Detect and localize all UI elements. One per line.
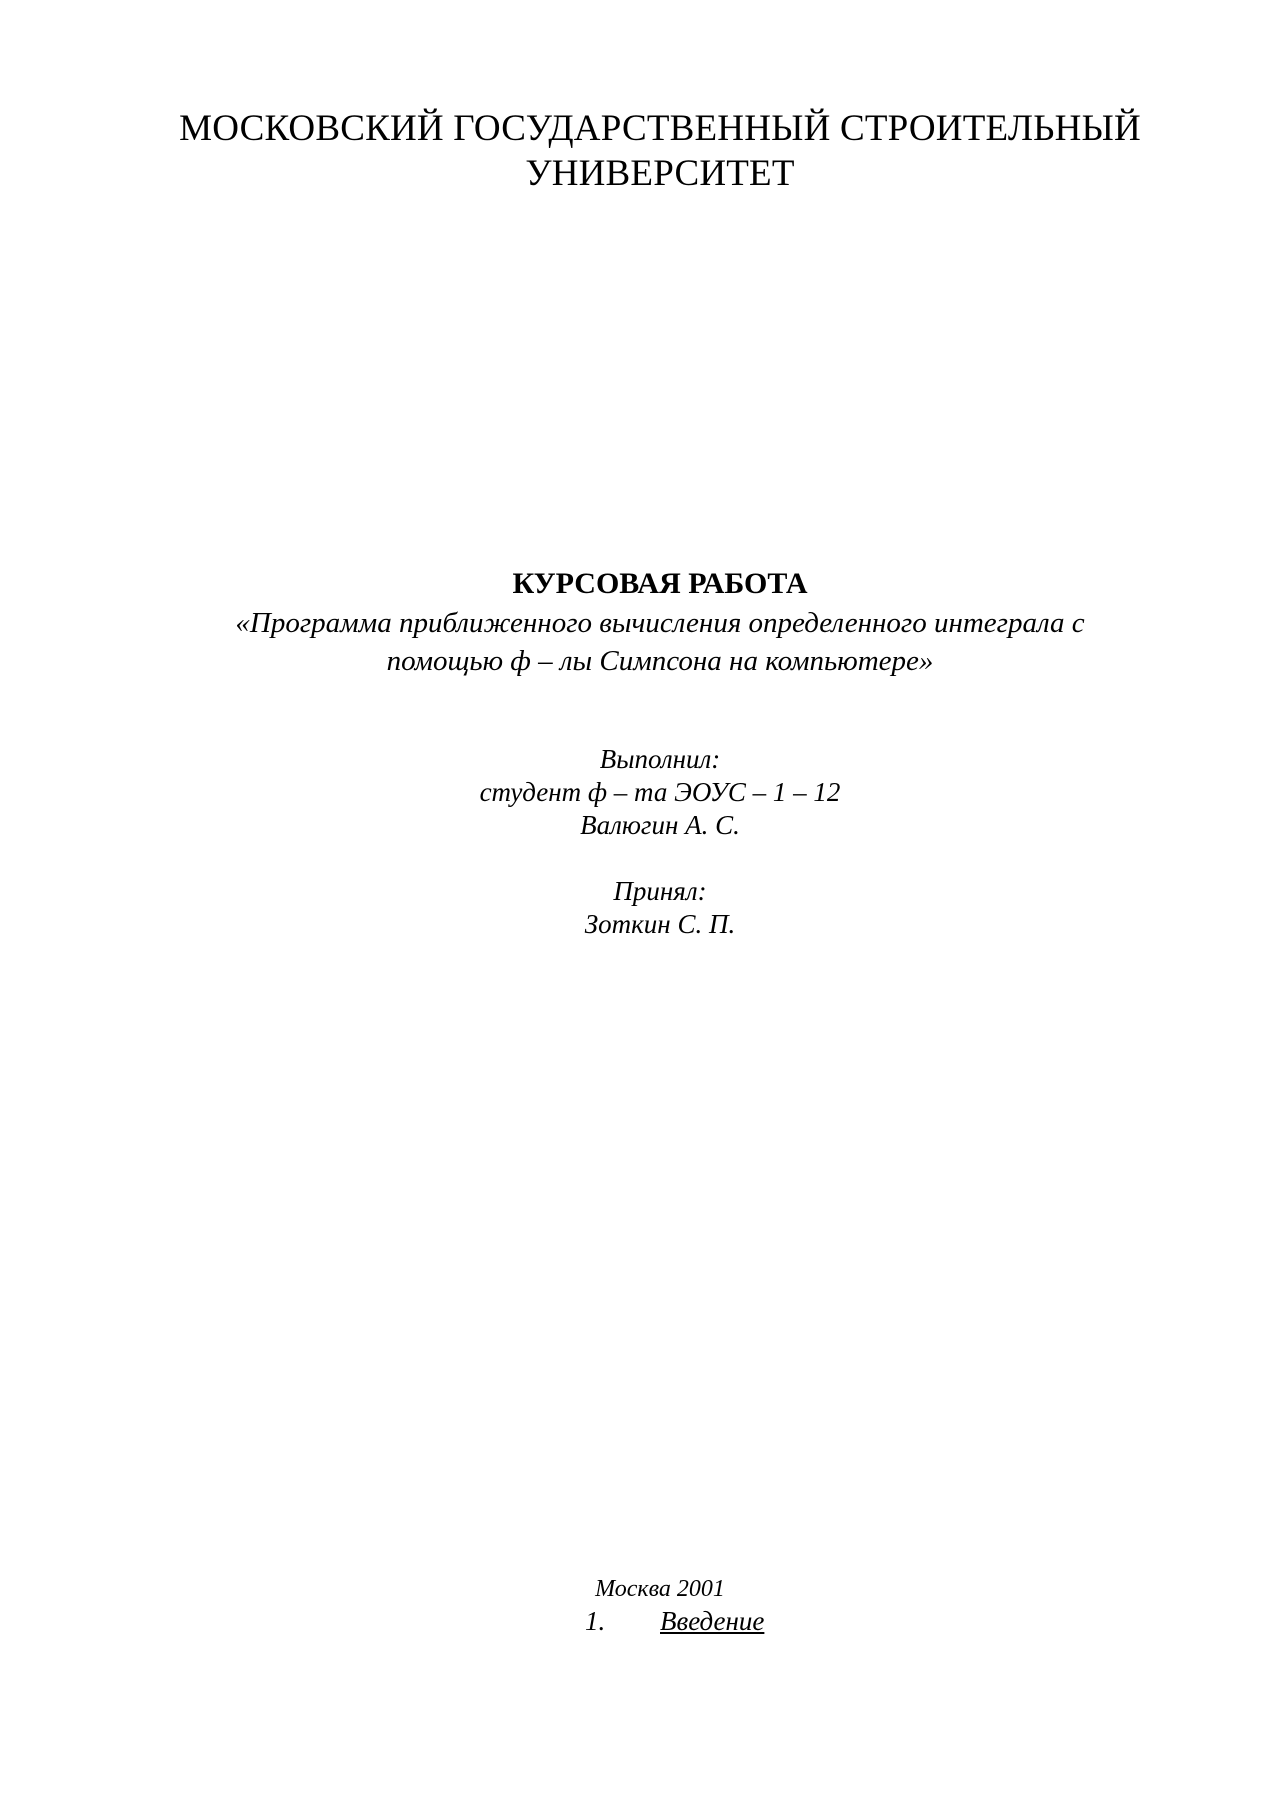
work-topic bbox=[160, 604, 1160, 680]
spacer bbox=[160, 842, 1160, 875]
author-name: Валюгин А. С. bbox=[580, 810, 740, 840]
toc-item-link[interactable]: Введение bbox=[660, 1606, 765, 1636]
author-label: Выполнил: bbox=[599, 744, 721, 774]
university-name-line1: МОСКОВСКИЙ ГОСУДАРСТВЕННЫЙ СТРОИТЕЛЬНЫЙ bbox=[179, 108, 1141, 149]
credits-block bbox=[160, 743, 1160, 941]
city-year: Москва 2001 bbox=[595, 1576, 725, 1602]
reviewer-label: Принял: bbox=[613, 876, 707, 906]
university-name bbox=[140, 106, 1180, 196]
author-position: студент ф – та ЭОУС – 1 – 12 bbox=[479, 777, 841, 807]
toc-item-introduction[interactable] bbox=[585, 1604, 764, 1638]
work-topic-line1: «Программа приближенного вычисления определенного интеграла с bbox=[235, 607, 1085, 639]
reviewer-name: Зоткин С. П. bbox=[584, 909, 736, 939]
university-name-line2: УНИВЕРСИТЕТ bbox=[525, 153, 795, 194]
work-topic-line2: помощью ф – лы Симпсона на компьютере» bbox=[386, 645, 934, 677]
toc-item-number: 1. bbox=[585, 1606, 606, 1636]
work-type-heading: КУРСОВАЯ РАБОТА bbox=[512, 567, 808, 600]
